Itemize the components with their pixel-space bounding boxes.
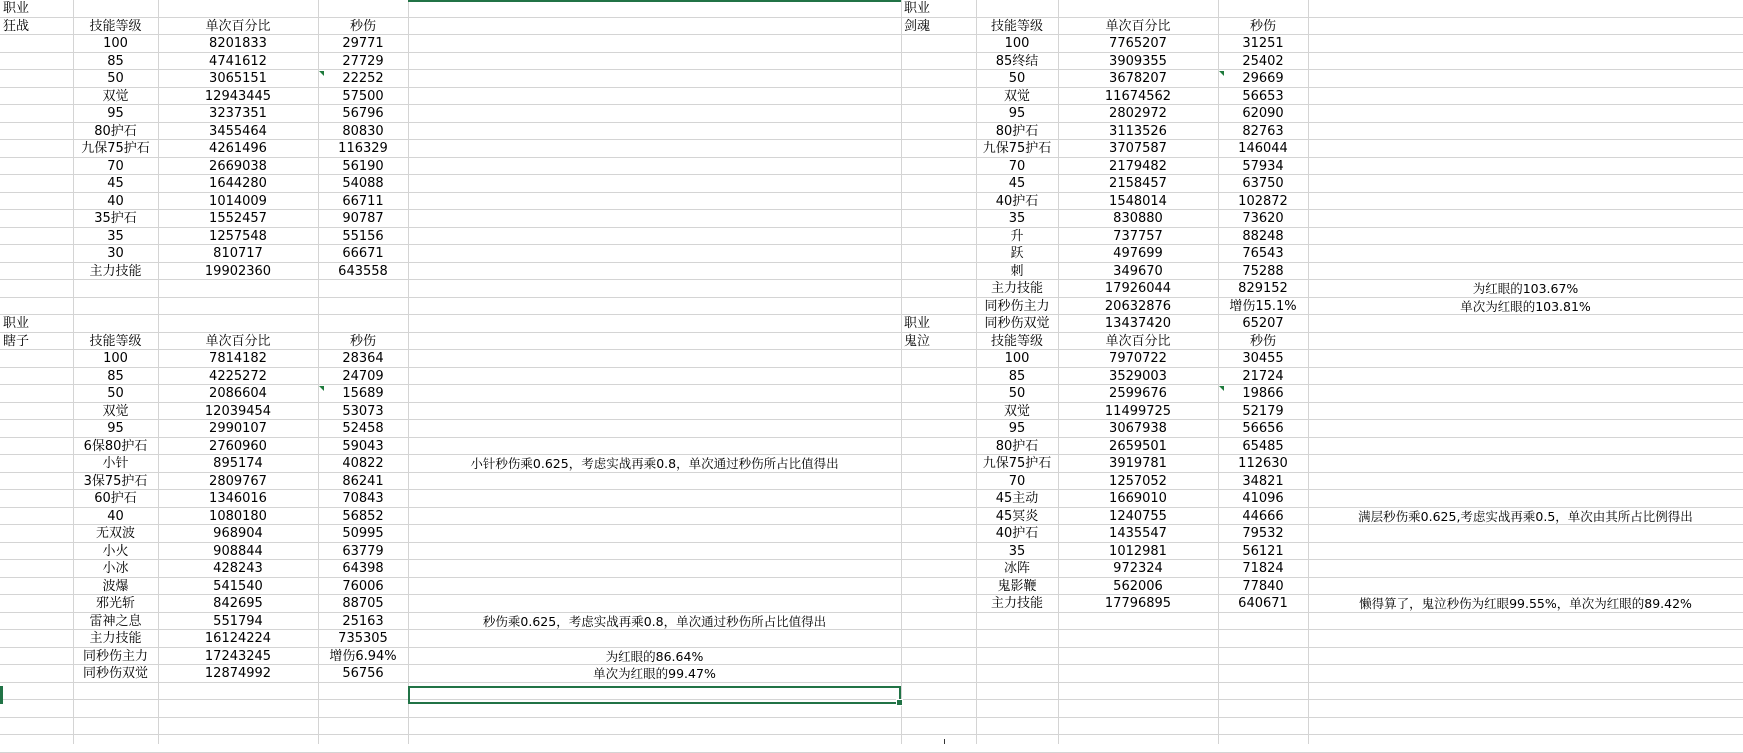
table-cell[interactable]: 52179: [1242, 403, 1284, 419]
table-cell[interactable]: 28364: [342, 351, 384, 366]
header-dps[interactable]: 秒伤: [349, 18, 376, 34]
table-cell[interactable]: 95: [107, 106, 124, 121]
table-cell[interactable]: 小冰: [102, 561, 129, 576]
table-cell[interactable]: 41096: [1242, 491, 1284, 506]
table-cell[interactable]: 972324: [1113, 561, 1163, 576]
table-cell[interactable]: 2669038: [209, 158, 267, 174]
table-cell[interactable]: 54088: [342, 176, 384, 191]
table-cell[interactable]: 57934: [1242, 158, 1284, 174]
table-cell[interactable]: 35: [1008, 543, 1026, 559]
table-cell[interactable]: 85: [107, 53, 124, 69]
table-cell[interactable]: 2599676: [1109, 386, 1167, 401]
comment-indicator-icon[interactable]: [319, 71, 324, 76]
table-cell[interactable]: 50995: [342, 526, 384, 541]
table-cell[interactable]: 17926044: [1104, 281, 1172, 296]
table-cell[interactable]: 85终结: [995, 53, 1039, 69]
table-cell[interactable]: 85: [107, 368, 124, 384]
section-title-label[interactable]: 职业: [3, 316, 30, 331]
table-cell[interactable]: 1257052: [1109, 473, 1167, 489]
grid-col-line: [408, 0, 409, 744]
table-cell[interactable]: 主力技能: [89, 631, 142, 646]
table-cell[interactable]: 349670: [1113, 263, 1163, 279]
table-cell[interactable]: 88248: [1242, 228, 1284, 244]
table-cell[interactable]: 810717: [213, 246, 263, 261]
active-row-indicator: [0, 686, 3, 704]
table-cell[interactable]: 双觉: [1003, 88, 1030, 104]
table-cell[interactable]: 29669: [1242, 71, 1284, 86]
table-cell[interactable]: 45冥炎: [995, 508, 1039, 524]
table-cell[interactable]: 同秒伤主力: [984, 298, 1050, 314]
table-cell[interactable]: 59043: [342, 438, 384, 454]
table-cell[interactable]: 80830: [342, 123, 384, 139]
table-cell[interactable]: 70: [107, 158, 124, 174]
header-single-percent[interactable]: 单次百分比: [205, 333, 271, 349]
class-name[interactable]: 剑魂: [904, 18, 931, 34]
table-cell[interactable]: 小针: [102, 456, 129, 471]
table-cell[interactable]: 968904: [213, 526, 263, 541]
header-single-percent[interactable]: 单次百分比: [1105, 18, 1171, 34]
table-cell[interactable]: 95: [1008, 421, 1026, 436]
table-cell[interactable]: 562006: [1113, 578, 1163, 594]
table-cell[interactable]: 双觉: [102, 403, 129, 419]
table-cell[interactable]: 7814182: [209, 351, 267, 366]
table-cell[interactable]: 102872: [1238, 193, 1288, 209]
header-single-percent[interactable]: 单次百分比: [1105, 333, 1171, 349]
table-cell[interactable]: 升: [1010, 228, 1024, 244]
table-cell[interactable]: 3529003: [1109, 368, 1167, 384]
table-cell[interactable]: 3113526: [1109, 123, 1167, 139]
table-cell[interactable]: 55156: [342, 228, 384, 244]
table-cell[interactable]: 497699: [1113, 246, 1163, 261]
table-cell[interactable]: 17796895: [1104, 596, 1172, 611]
table-cell[interactable]: 40护石: [995, 526, 1039, 541]
table-cell[interactable]: 1548014: [1109, 193, 1167, 209]
table-cell[interactable]: 50: [107, 386, 124, 401]
table-cell[interactable]: 3237351: [209, 106, 267, 121]
table-cell[interactable]: 80护石: [94, 123, 137, 139]
table-cell[interactable]: 100: [103, 36, 128, 51]
table-cell[interactable]: 1346016: [209, 491, 267, 506]
table-cell[interactable]: 7765207: [1109, 36, 1167, 51]
table-cell[interactable]: 50: [1008, 386, 1026, 401]
table-cell[interactable]: 56190: [342, 158, 384, 174]
table-cell[interactable]: 45主动: [995, 491, 1039, 506]
table-cell[interactable]: 6保80护石: [83, 438, 148, 454]
table-cell[interactable]: 95: [1008, 106, 1026, 121]
comment-indicator-icon[interactable]: [1219, 71, 1224, 76]
table-cell[interactable]: 1644280: [209, 176, 267, 191]
table-cell[interactable]: 25163: [342, 613, 384, 629]
table-cell[interactable]: 22252: [342, 71, 384, 86]
table-cell[interactable]: 4225272: [209, 368, 267, 384]
table-cell[interactable]: 增伤6.94%: [329, 648, 397, 664]
table-cell[interactable]: 主力技能: [89, 263, 142, 279]
table-cell[interactable]: 95: [107, 421, 124, 436]
class-name[interactable]: 瞎子: [3, 333, 30, 349]
table-cell[interactable]: 邪光斩: [95, 596, 135, 611]
table-cell[interactable]: 56656: [1242, 421, 1284, 436]
table-cell[interactable]: 30455: [1242, 351, 1284, 366]
table-cell[interactable]: 116329: [338, 141, 388, 156]
table-cell[interactable]: 2760960: [209, 438, 267, 454]
table-cell[interactable]: 12039454: [204, 403, 272, 419]
section-title-label[interactable]: 职业: [3, 1, 30, 16]
table-cell[interactable]: 737757: [1113, 228, 1163, 244]
comment-indicator-icon[interactable]: [1219, 386, 1224, 391]
grid-row-line: [0, 718, 1743, 736]
table-cell[interactable]: 20632876: [1104, 298, 1172, 314]
table-cell[interactable]: 17243245: [204, 648, 272, 664]
table-cell[interactable]: 35护石: [94, 211, 137, 226]
grid-row-line: [0, 0, 1743, 18]
table-cell[interactable]: 76006: [342, 578, 384, 594]
table-cell[interactable]: 830880: [1113, 211, 1163, 226]
table-cell[interactable]: 19866: [1242, 386, 1284, 401]
table-cell[interactable]: 100: [103, 351, 128, 366]
table-cell[interactable]: 27729: [342, 53, 384, 69]
table-cell[interactable]: 鬼影鞭: [997, 578, 1037, 594]
table-cell[interactable]: 34821: [1242, 473, 1284, 489]
table-cell[interactable]: 1257548: [209, 228, 267, 244]
note-cell[interactable]: 秒伤乘0.625，考虑实战再乘0.8，单次通过秒伤所占比值得出: [482, 613, 827, 629]
table-cell[interactable]: 3保75护石: [83, 473, 148, 489]
table-cell[interactable]: 2659501: [1109, 438, 1167, 454]
table-cell[interactable]: 3065151: [209, 71, 267, 86]
table-cell[interactable]: 同秒伤主力: [82, 648, 148, 664]
table-cell[interactable]: 63779: [342, 543, 384, 559]
table-cell[interactable]: 7970722: [1109, 351, 1167, 366]
table-cell[interactable]: 1552457: [209, 211, 267, 226]
header-single-percent[interactable]: 单次百分比: [205, 18, 271, 34]
table-cell[interactable]: 56756: [342, 666, 384, 681]
note-cell[interactable]: 满层秒伤乘0.625,考虑实战再乘0.5，单次由其所占比例得出: [1358, 508, 1693, 524]
table-cell[interactable]: 24709: [342, 368, 384, 384]
table-cell[interactable]: 1080180: [209, 508, 267, 524]
table-cell[interactable]: 4261496: [209, 141, 267, 156]
table-cell[interactable]: 65207: [1242, 316, 1284, 331]
table-cell[interactable]: 50: [107, 71, 124, 86]
table-cell[interactable]: 57500: [342, 88, 384, 104]
table-cell[interactable]: 3909355: [1109, 53, 1167, 69]
table-cell[interactable]: 56121: [1242, 543, 1284, 559]
table-cell[interactable]: 主力技能: [990, 596, 1043, 611]
table-cell[interactable]: 70: [1008, 158, 1026, 174]
table-cell[interactable]: 2802972: [1109, 106, 1167, 121]
table-cell[interactable]: 同秒伤双觉: [984, 316, 1050, 331]
table-cell[interactable]: 80护石: [995, 438, 1039, 454]
header-dps[interactable]: 秒伤: [349, 333, 376, 349]
note-cell[interactable]: 为红眼的86.64%: [605, 648, 704, 664]
table-cell[interactable]: 64398: [342, 561, 384, 576]
table-cell[interactable]: 雷神之息: [89, 613, 142, 629]
table-cell[interactable]: 21724: [1242, 368, 1284, 384]
table-cell[interactable]: 73620: [1242, 211, 1284, 226]
comment-indicator-icon[interactable]: [319, 386, 324, 391]
class-name[interactable]: 狂战: [3, 18, 30, 34]
header-skill-level[interactable]: 技能等级: [89, 18, 142, 34]
table-cell[interactable]: 62090: [1242, 106, 1284, 121]
table-cell[interactable]: 56653: [1242, 88, 1284, 104]
table-cell[interactable]: 44666: [1242, 508, 1284, 524]
table-cell[interactable]: 86241: [342, 473, 384, 489]
table-cell[interactable]: 12943445: [204, 88, 272, 104]
table-cell[interactable]: 90787: [342, 211, 384, 226]
header-dps[interactable]: 秒伤: [1249, 18, 1276, 34]
table-cell[interactable]: 88705: [342, 596, 384, 611]
table-cell[interactable]: 85: [1008, 368, 1026, 384]
note-cell[interactable]: 小针秒伤乘0.625，考虑实战再乘0.8，单次通过秒伤所占比值得出: [470, 456, 839, 471]
note-cell[interactable]: 为红眼的103.67%: [1472, 281, 1579, 296]
table-cell[interactable]: 冰阵: [1003, 561, 1030, 576]
table-cell[interactable]: 65485: [1242, 438, 1284, 454]
table-cell[interactable]: 8201833: [209, 36, 267, 51]
selected-cell[interactable]: [408, 686, 901, 704]
table-cell[interactable]: 45: [107, 176, 124, 191]
grid-row-line: [0, 315, 1743, 333]
scroll-tick: [944, 739, 945, 744]
table-cell[interactable]: 76543: [1242, 246, 1284, 261]
table-cell[interactable]: 71824: [1242, 561, 1284, 576]
table-cell[interactable]: 100: [1004, 36, 1030, 51]
table-cell[interactable]: 45: [1008, 176, 1026, 191]
table-cell[interactable]: 4741612: [209, 53, 267, 69]
table-cell[interactable]: 35: [1008, 211, 1026, 226]
table-cell[interactable]: 15689: [342, 386, 384, 401]
table-cell[interactable]: 82763: [1242, 123, 1284, 139]
table-cell[interactable]: 1435547: [1109, 526, 1167, 541]
table-cell[interactable]: 63750: [1242, 176, 1284, 191]
table-cell[interactable]: 九保75护石: [982, 456, 1052, 471]
table-cell[interactable]: 100: [1004, 351, 1030, 366]
table-cell[interactable]: 小火: [102, 543, 129, 559]
table-cell[interactable]: 25402: [1242, 53, 1284, 69]
table-cell[interactable]: 79532: [1242, 526, 1284, 541]
table-cell[interactable]: 3455464: [209, 123, 267, 139]
table-cell[interactable]: 2086604: [209, 386, 267, 401]
table-cell[interactable]: 2179482: [1109, 158, 1167, 174]
note-cell[interactable]: 懒得算了，鬼泣秒伤为红眼99.55%，单次为红眼的89.42%: [1359, 596, 1692, 611]
table-cell[interactable]: 1014009: [209, 193, 267, 209]
table-cell[interactable]: 53073: [342, 403, 384, 419]
table-cell[interactable]: 112630: [1238, 456, 1288, 471]
table-cell[interactable]: 跃: [1010, 246, 1024, 261]
table-cell[interactable]: 2809767: [209, 473, 267, 489]
table-cell[interactable]: 3067938: [1109, 421, 1167, 436]
table-cell[interactable]: 3919781: [1109, 456, 1167, 471]
table-cell[interactable]: 541540: [213, 578, 263, 594]
table-cell[interactable]: 双觉: [1003, 403, 1030, 419]
table-cell[interactable]: 908844: [213, 543, 263, 559]
table-cell[interactable]: 3678207: [1109, 71, 1167, 86]
table-cell[interactable]: 主力技能: [990, 281, 1043, 296]
table-cell[interactable]: 428243: [213, 561, 263, 576]
table-cell[interactable]: 70: [1008, 473, 1026, 489]
table-cell[interactable]: 77840: [1242, 578, 1284, 594]
table-cell[interactable]: 80护石: [995, 123, 1039, 139]
table-cell[interactable]: 70843: [342, 491, 384, 506]
table-cell[interactable]: 146044: [1238, 141, 1288, 156]
grid-col-line: [901, 0, 902, 744]
header-dps[interactable]: 秒伤: [1249, 333, 1276, 349]
table-cell[interactable]: 50: [1008, 71, 1026, 86]
header-skill-level[interactable]: 技能等级: [990, 333, 1043, 349]
table-cell[interactable]: 19902360: [204, 263, 272, 279]
table-cell[interactable]: 735305: [338, 631, 388, 646]
table-cell[interactable]: 1012981: [1109, 543, 1167, 559]
note-cell[interactable]: 单次为红眼的99.47%: [593, 666, 716, 681]
table-cell[interactable]: 11499725: [1104, 403, 1172, 419]
table-cell[interactable]: 52458: [342, 421, 384, 436]
table-cell[interactable]: 九保75护石: [982, 141, 1052, 156]
table-cell[interactable]: 增伤15.1%: [1229, 298, 1297, 314]
section-title-label[interactable]: 职业: [904, 1, 931, 16]
table-cell[interactable]: 842695: [213, 596, 263, 611]
section-title-label[interactable]: 职业: [904, 316, 931, 331]
table-cell[interactable]: 40护石: [995, 193, 1039, 209]
table-cell[interactable]: 30: [107, 246, 124, 261]
grid-col-line: [1308, 0, 1309, 744]
table-cell[interactable]: 75288: [1242, 263, 1284, 279]
table-cell[interactable]: 31251: [1242, 36, 1284, 51]
table-cell[interactable]: 3707587: [1109, 141, 1167, 156]
table-cell[interactable]: 2158457: [1109, 176, 1167, 191]
class-name[interactable]: 鬼泣: [904, 333, 931, 349]
table-cell[interactable]: 895174: [213, 456, 263, 471]
table-cell[interactable]: 66711: [342, 193, 384, 209]
table-cell[interactable]: 刺: [1010, 263, 1024, 279]
table-cell[interactable]: 56796: [342, 106, 384, 121]
table-cell[interactable]: 829152: [1238, 281, 1288, 296]
table-cell[interactable]: 35: [107, 228, 124, 244]
table-cell[interactable]: 16124224: [204, 631, 272, 646]
table-cell[interactable]: 2990107: [209, 421, 267, 436]
table-cell[interactable]: 1669010: [1109, 491, 1167, 506]
table-cell[interactable]: 40822: [342, 456, 384, 471]
table-cell[interactable]: 60护石: [94, 491, 137, 506]
table-cell[interactable]: 56852: [342, 508, 384, 524]
table-cell[interactable]: 643558: [338, 263, 388, 279]
header-skill-level[interactable]: 技能等级: [990, 18, 1043, 34]
table-cell[interactable]: 九保75护石: [81, 141, 150, 156]
table-cell[interactable]: 双觉: [102, 88, 129, 104]
selection-accent: [408, 0, 901, 2]
table-cell[interactable]: 29771: [342, 36, 384, 51]
table-cell[interactable]: 11674562: [1104, 88, 1172, 104]
header-skill-level[interactable]: 技能等级: [89, 333, 142, 349]
table-cell[interactable]: 66671: [342, 246, 384, 261]
table-cell[interactable]: 640671: [1238, 596, 1288, 611]
table-cell[interactable]: 13437420: [1104, 316, 1172, 331]
table-cell[interactable]: 波爆: [102, 578, 129, 594]
table-cell[interactable]: 551794: [213, 613, 263, 629]
table-cell[interactable]: 12874992: [204, 666, 272, 681]
table-cell[interactable]: 40: [107, 508, 124, 524]
note-cell[interactable]: 单次为红眼的103.81%: [1460, 298, 1591, 314]
table-cell[interactable]: 无双波: [95, 526, 135, 541]
table-cell[interactable]: 同秒伤双觉: [82, 666, 148, 681]
table-cell[interactable]: 40: [107, 193, 124, 209]
table-cell[interactable]: 1240755: [1109, 508, 1167, 524]
